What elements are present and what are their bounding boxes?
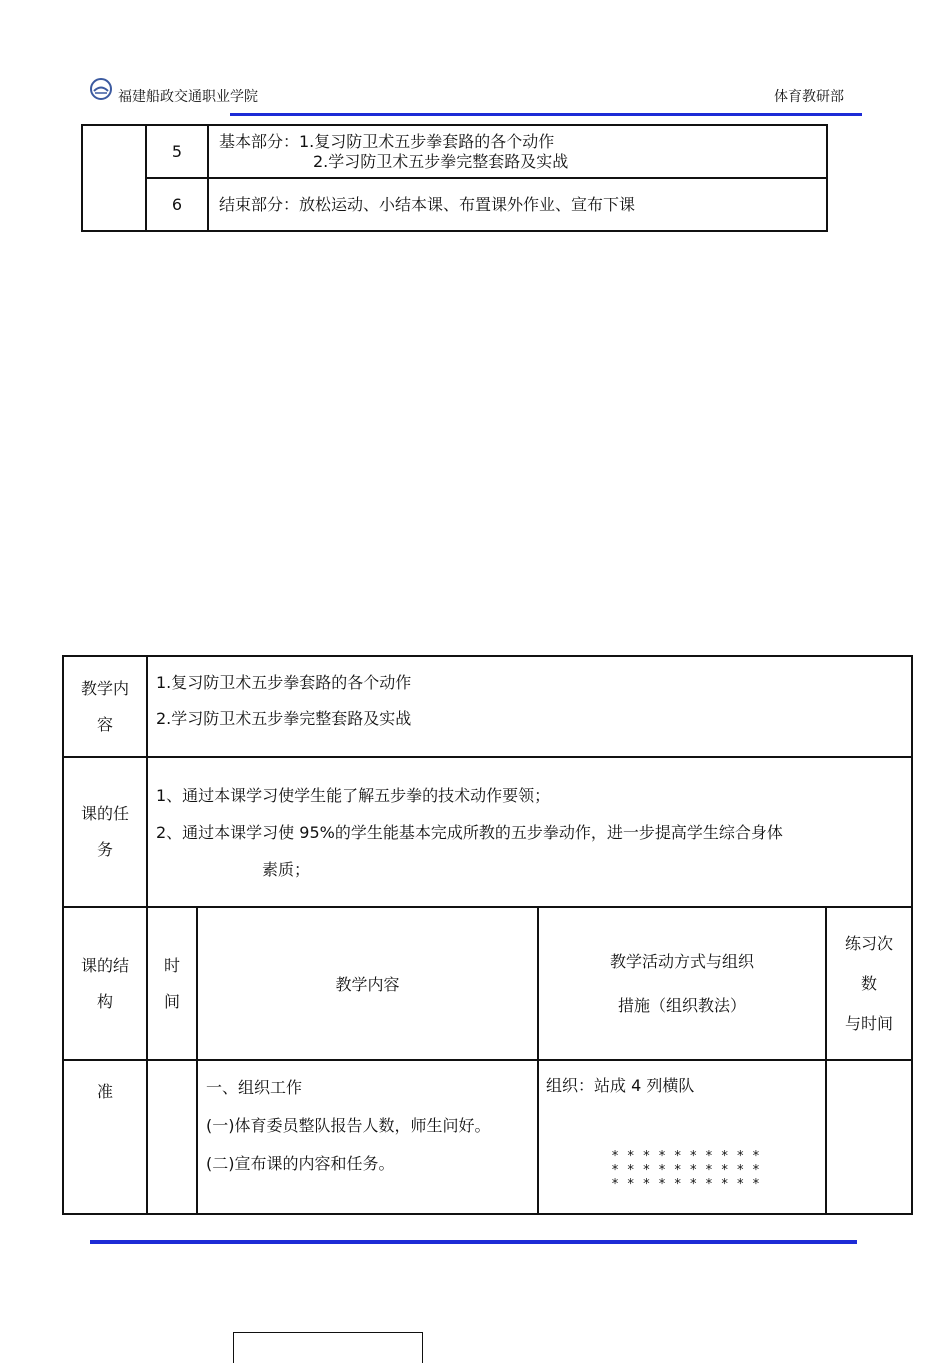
label-line: 措施（组织教法）: [617, 995, 746, 1015]
outline-row: [82, 125, 827, 178]
stage-content: [197, 1060, 538, 1214]
next-page-table-edge: [233, 1332, 423, 1363]
label-line: 构: [96, 991, 113, 1011]
outline-line: 基本部分：1.复习防卫术五步拳套路的各个动作: [219, 131, 555, 151]
stage-label: 准: [63, 1060, 147, 1214]
formation-diagram: [546, 1150, 825, 1192]
column-header-row: [63, 907, 912, 1060]
preparation-row: [63, 1060, 912, 1214]
content-line: 1.复习防卫术五步拳套路的各个动作: [156, 673, 412, 692]
outline-row: [82, 178, 827, 231]
task-row: [63, 757, 912, 907]
col-content: 教学内容: [197, 907, 538, 1060]
stage-method: [538, 1060, 826, 1214]
department-name: 体育教研部: [774, 89, 844, 105]
outline-number: 6: [146, 178, 208, 231]
content-line: 2.学习防卫术五步拳完整套路及实战: [156, 709, 412, 728]
task-line: 素质；: [262, 859, 311, 879]
label-line: 课的任: [80, 804, 129, 823]
content-line: (二)宣布课的内容和任务。: [206, 1154, 395, 1173]
time-cell: [147, 1060, 197, 1214]
outline-table: [81, 124, 828, 232]
formation-row: * * * * * * * * * *: [611, 1177, 760, 1192]
practice-cell: [826, 1060, 912, 1214]
label-line: 与时间: [844, 1013, 893, 1033]
task-text: [147, 757, 912, 907]
task-label: [63, 757, 147, 907]
outline-blank-cell: [82, 125, 146, 231]
page-header: [90, 70, 862, 116]
method-line: 组织：站成 4 列横队: [546, 1076, 695, 1095]
formation-row: * * * * * * * * * *: [611, 1163, 760, 1178]
label-line: 时: [163, 955, 180, 975]
school-name: 福建船政交通职业学院: [118, 89, 258, 105]
content-text: [147, 656, 912, 757]
outline-line: 2.学习防卫术五步拳完整套路及实战: [313, 151, 569, 171]
content-line: (一)体育委员整队报告人数，师生问好。: [206, 1116, 491, 1135]
label-line: 课的结: [80, 955, 129, 975]
label-line: 容: [96, 714, 113, 734]
footer-rule: [90, 1240, 857, 1244]
outline-text: 结束部分：放松运动、小结本课、布置课外作业、宣布下课: [208, 178, 827, 231]
header-rule: [230, 113, 862, 116]
label-line: 教学内: [80, 678, 129, 698]
label-line: 教学活动方式与组织: [609, 951, 754, 971]
content-line: 一、组织工作: [206, 1078, 303, 1097]
task-line: 2、通过本课学习使 95%的学生能基本完成所教的五步拳动作，进一步提高学生综合身体: [156, 822, 783, 842]
col-practice: [826, 907, 912, 1060]
col-structure: [63, 907, 147, 1060]
outline-number: 5: [146, 125, 208, 178]
label-line: 务: [96, 840, 113, 859]
content-label: [63, 656, 147, 757]
content-row: [63, 656, 912, 757]
task-line: 1、通过本课学习使学生能了解五步拳的技术动作要领；: [156, 785, 551, 805]
lesson-plan-table: [62, 655, 913, 1215]
col-method: [538, 907, 826, 1060]
label-line: 练习次: [844, 933, 893, 953]
outline-text: [208, 125, 827, 178]
label-line: 间: [163, 991, 180, 1011]
label-line: 数: [860, 973, 877, 993]
col-time: [147, 907, 197, 1060]
formation-row: * * * * * * * * * *: [611, 1149, 760, 1164]
school-logo-icon: [90, 78, 112, 100]
